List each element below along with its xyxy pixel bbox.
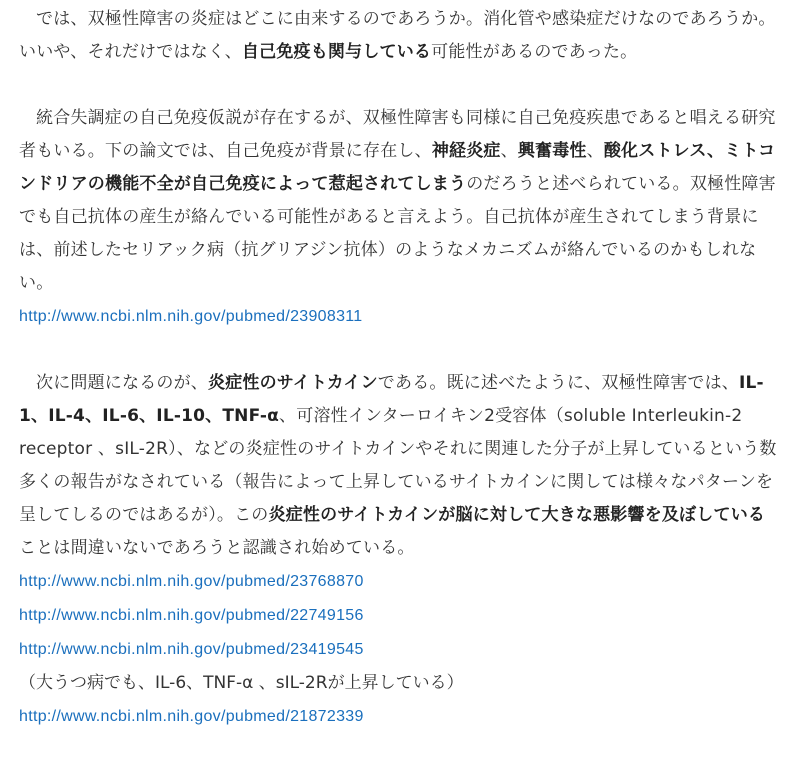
paragraph-text: ことは間違いないであろうと認識され始めている。 [19,538,415,558]
bold-phrase: 自己免疫も関与している [241,42,432,62]
paragraph-cytokines [19,367,782,565]
pubmed-link-23908311[interactable]: http://www.ncbi.nlm.nih.gov/pubmed/23908311 [19,308,363,325]
paragraph-text: 、 [586,141,604,161]
paragraph-text: では、双極性障害の炎症はどこに由来するのであろうか。消化管や感染症だけなのであろうか。いいや、それだけではなく、 [19,9,776,62]
paragraph-text: 、 [500,141,518,161]
pubmed-link-23768870[interactable]: http://www.ncbi.nlm.nih.gov/pubmed/23768870 [19,573,364,590]
paragraph-text: である。既に述べたように、双極性障害では、 [377,373,739,393]
pubmed-link-21872339[interactable]: http://www.ncbi.nlm.nih.gov/pubmed/21872339 [19,708,364,725]
bold-phrase: 酸化ストレス [603,141,708,161]
pubmed-link-22749156[interactable]: http://www.ncbi.nlm.nih.gov/pubmed/22749156 [19,607,364,624]
bold-phrase: 神経炎症 [431,141,501,161]
paragraph-spacer [19,69,782,102]
bold-phrase: 興奮毒性 [517,141,587,161]
bold-phrase: 自己免疫によって惹起されてしまう [191,174,467,194]
bold-phrase: が [438,505,456,525]
paragraph-text: のだろうと述べられている。双極性障害でも自己抗体の産生が絡んでいる可能性があると言えよう。自己抗体が産生されてしまう背景には、前述したセリアック病（抗グリアジン抗体）のようなメカニズムが絡んでいるのかもしれない。 [19,174,776,293]
bold-phrase: 炎症性のサイトカイン [208,373,378,393]
bold-phrase: 脳に対して大きな悪影響を及ぼしている [455,505,766,525]
paragraph-text: 可能性があるのであった。 [431,42,638,62]
paragraph-text: 、可溶性インターロイキン2受容体（soluble Interleukin-2 receptor 、sIL-2R）、などの炎症性のサイトカインやそれに関連した分子が上昇しているという数多くの報告がなされている（報告によって上昇しているサイトカインに関しては様々なパターンを呈してしるのではあるが）。この [19,406,777,525]
paragraph-autoimmune-hypothesis [19,102,782,300]
bold-phrase: が [173,174,192,194]
bold-phrase: 、ミトコンドリアの [19,141,776,194]
paragraph-text: 次に問題になるのが、 [36,373,208,393]
paragraph-spacer [19,334,782,367]
paragraph-text: 統合失調症の自己免疫仮説が存在するが、双極性障害も同様に自己免疫疾患であると唱える研究者もいる。下の論文では、自己免疫が背景に存在し、 [19,108,776,161]
bold-phrase: 炎症性のサイトカイン [268,505,439,525]
paragraph-autoimmune-intro [19,3,782,69]
bold-phrase: 機能不全 [105,174,174,194]
pubmed-link-23419545[interactable]: http://www.ncbi.nlm.nih.gov/pubmed/23419545 [19,641,364,658]
note-major-depression: （大うつ病でも、IL-6、TNF-α 、sIL-2Rが上昇している） [19,673,464,693]
bold-phrase: IL-1、IL-4、IL-6、IL-10、TNF-α [19,373,764,426]
